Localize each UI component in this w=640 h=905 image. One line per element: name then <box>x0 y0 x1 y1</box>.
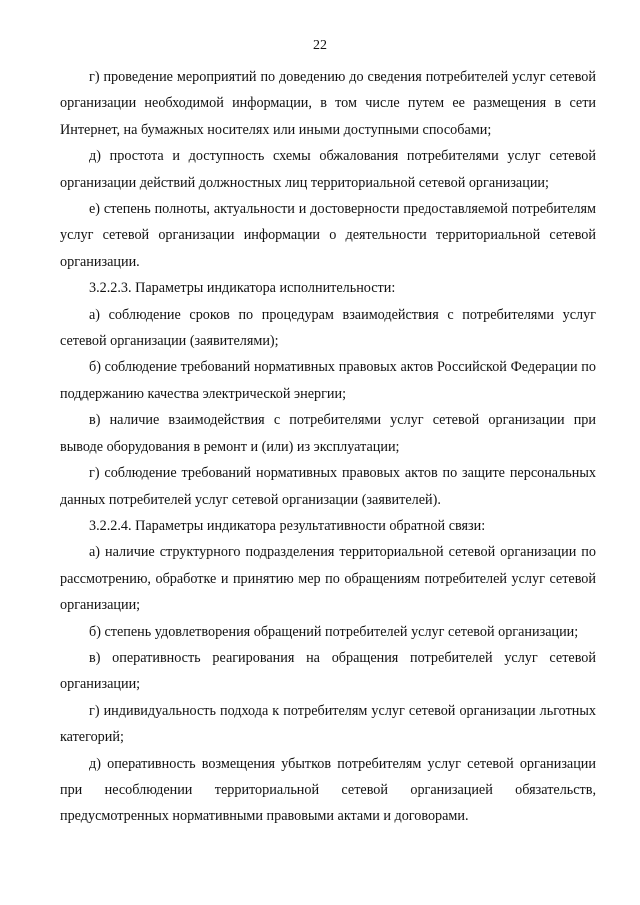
document-body <box>60 64 596 830</box>
section-heading-3-2-2-4: 3.2.2.4. Параметры индикатора результативности обратной связи: <box>89 517 486 534</box>
paragraph-d-damage-compensation: д) оперативность возмещения убытков потребителям услуг сетевой организации при несоблюдении территориальной сетевой организацией обязательств, предусмотренных нормативными правовыми актами и договорами. <box>60 755 596 825</box>
page-number: 22 <box>313 38 327 53</box>
section-heading-3-2-2-3: 3.2.2.3. Параметры индикатора исполнительности: <box>89 280 396 297</box>
paragraph-v-equipment-repair: в) наличие взаимодействия с потребителями услуг сетевой организации при выводе оборудования в ремонт и (или) из эксплуатации; <box>60 412 596 455</box>
paragraph-g-personal-data: г) соблюдение требований нормативных правовых актов по защите персональных данных потребителей услуг сетевой организации (заявителей). <box>60 465 596 508</box>
paragraph-g-info-dissemination: г) проведение мероприятий по доведению до сведения потребителей услуг сетевой организации необходимой информации, в том числе путем ее размещения в сети Интернет, на бумажных носителях или иными доступными способами; <box>60 69 596 138</box>
paragraph-e-information-completeness: е) степень полноты, актуальности и достоверности предоставляемой потребителям услуг сетевой организации информации о деятельности территориальной сетевой организации. <box>60 201 596 270</box>
paragraph-v-response-speed: в) оперативность реагирования на обращения потребителей услуг сетевой организации; <box>60 649 596 693</box>
paragraph-d-appeal-scheme: д) простота и доступность схемы обжалования потребителями услуг сетевой организации действий должностных лиц территориальной сетевой организации; <box>60 148 596 191</box>
paragraph-a-deadlines: а) соблюдение сроков по процедурам взаимодействия с потребителями услуг сетевой организации (заявителями); <box>60 306 596 350</box>
paragraph-g-individual-approach: г) индивидуальность подхода к потребителям услуг сетевой организации льготных категорий; <box>60 702 596 746</box>
paragraph-b-energy-quality: б) соблюдение требований нормативных правовых актов Российской Федерации по поддержанию качества электрической энергии; <box>60 359 596 402</box>
paragraph-a-structural-unit: а) наличие структурного подразделения территориальной сетевой организации по рассмотрению, обработке и принятию мер по обращениям потребителей услуг сетевой организации; <box>60 544 596 614</box>
paragraph-b-satisfaction: б) степень удовлетворения обращений потребителей услуг сетевой организации; <box>89 623 579 640</box>
